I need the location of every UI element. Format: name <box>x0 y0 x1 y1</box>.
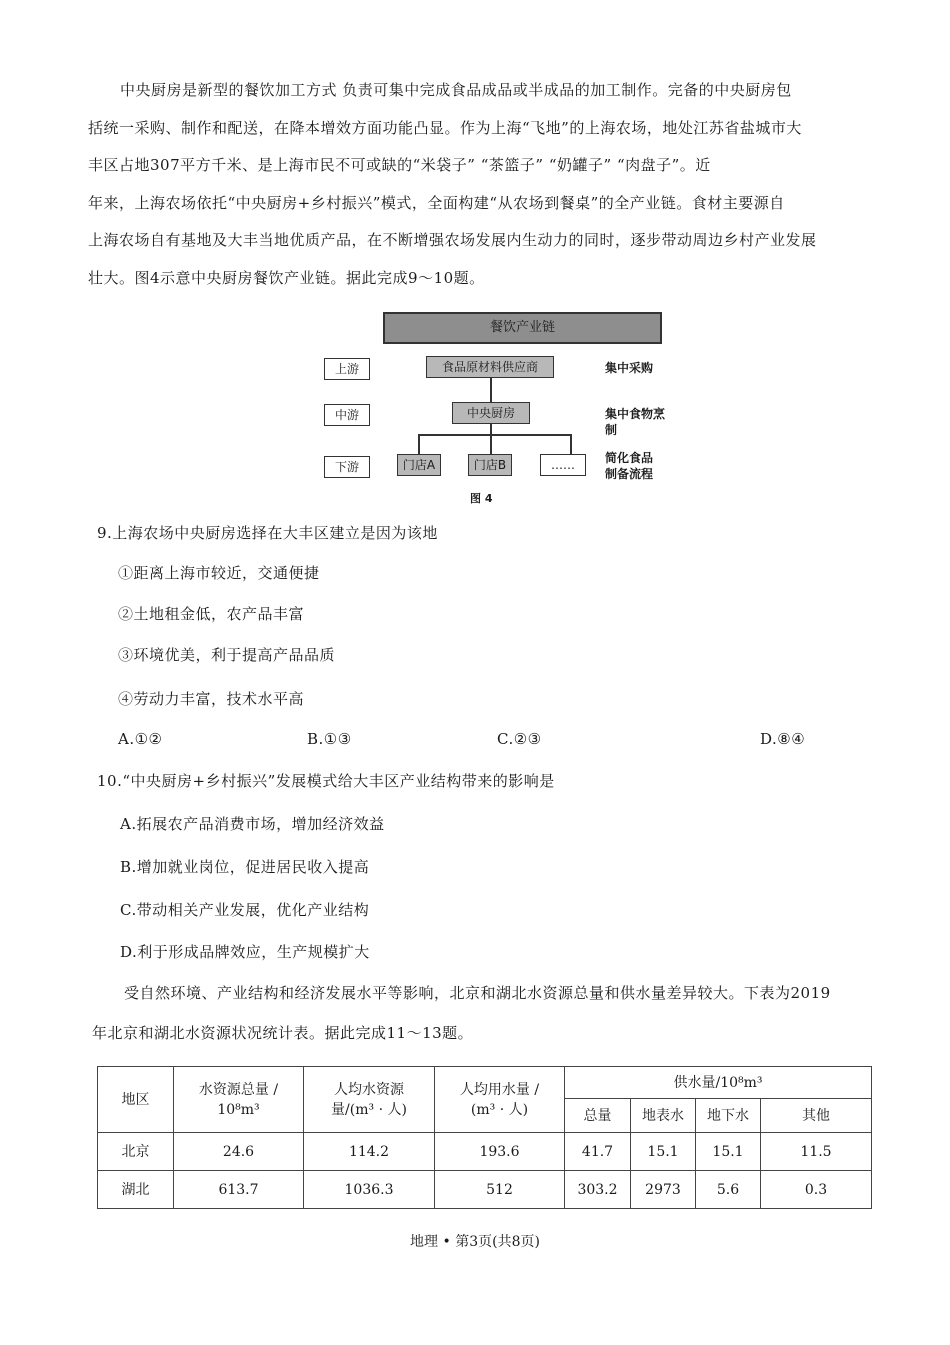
intro1-line-4: 年来，上海农场依托“中央厨房+乡村振兴”模式，全面构建“从农场到餐桌”的全产业链。食材主要源自 <box>88 193 785 212</box>
cell-supply-ground: 5.6 <box>696 1171 761 1209</box>
cell-percap-use: 512 <box>435 1171 565 1209</box>
cell-percap-water: 1036.3 <box>304 1171 435 1209</box>
question-9-item-3: ③环境优美，利于提高产品品质 <box>118 646 336 664</box>
question-9-choice-c: C.②③ <box>497 730 542 748</box>
connector <box>490 424 492 434</box>
cell-supply-total: 303.2 <box>565 1171 631 1209</box>
intro1-line-5: 上海农场自有基地及大丰当地优质产品，在不断增强农场发展内生动力的同时，逐步带动周边乡村产业发展 <box>88 231 817 249</box>
header-percap-use: 人均用水量 / (m³ · 人) <box>435 1067 565 1133</box>
level-upstream: 上游 <box>324 358 370 380</box>
intro2-line-2: 年北京和湖北水资源状况统计表。据此完成11～13题。 <box>92 1024 474 1042</box>
connector <box>418 434 571 436</box>
header-supply-other: 其他 <box>761 1099 872 1133</box>
question-10-choice-d: D.利于形成品牌效应，生产规模扩大 <box>120 943 370 961</box>
header-percap-water: 人均水资源 量/(m³ · 人) <box>304 1067 435 1133</box>
question-9-choice-b: B.①③ <box>307 730 352 748</box>
cell-total-water: 24.6 <box>174 1133 304 1171</box>
cell-region: 北京 <box>98 1133 174 1171</box>
water-resources-table <box>97 1066 872 1209</box>
side-label-simplify-1: 简化食品 <box>605 451 654 465</box>
header-region: 地区 <box>98 1067 174 1133</box>
intro1-line-2: 括统一采购、制作和配送，在降本增效方面功能凸显。作为上海“飞地”的上海农场，地处江苏省盐城市大 <box>88 118 802 137</box>
question-10-choice-c: C.带动相关产业发展，优化产业结构 <box>120 901 370 919</box>
figure-header: 餐饮产业链 <box>383 312 662 344</box>
connector <box>490 378 492 402</box>
side-label-purchase: 集中采购 <box>605 361 654 375</box>
store-b-node: 门店B <box>468 454 512 476</box>
cell-supply-surface: 2973 <box>631 1171 696 1209</box>
store-a-node: 门店A <box>397 454 441 476</box>
page-footer: 地理 • 第3页(共8页) <box>410 1234 540 1250</box>
figure-caption: 图 4 <box>470 492 493 505</box>
cell-region: 湖北 <box>98 1171 174 1209</box>
table-row <box>98 1133 872 1171</box>
question-9-choice-a: A.①② <box>118 730 163 748</box>
table-row <box>98 1171 872 1209</box>
cell-supply-total: 41.7 <box>565 1133 631 1171</box>
question-9-item-2: ②土地租金低，农产品丰富 <box>118 605 305 623</box>
intro1-line-1: 中央厨房是新型的餐饮加工方式 负责可集中完成食品成品或半成品的加工制作。完备的中央厨房包 <box>120 81 792 99</box>
header-supply-surface: 地表水 <box>631 1099 696 1133</box>
cell-total-water: 613.7 <box>174 1171 304 1209</box>
question-10-choice-b: B.增加就业岗位，促进居民收入提高 <box>120 858 370 876</box>
intro-paragraph-2 <box>92 973 892 1053</box>
cell-supply-ground: 15.1 <box>696 1133 761 1171</box>
header-supply-ground: 地下水 <box>696 1099 761 1133</box>
side-label-cooking: 集中食物烹制 <box>605 407 666 437</box>
question-10-stem: 10.“中央厨房+乡村振兴”发展模式给大丰区产业结构带来的影响是 <box>97 772 555 790</box>
connector <box>418 434 420 454</box>
connector <box>490 434 492 454</box>
cell-supply-other: 0.3 <box>761 1171 872 1209</box>
intro1-line-6: 壮大。图4示意中央厨房餐饮产业链。据此完成9～10题。 <box>88 268 485 287</box>
cell-percap-use: 193.6 <box>435 1133 565 1171</box>
question-9-stem: 9.上海农场中央厨房选择在大丰区建立是因为该地 <box>97 524 438 542</box>
question-9-item-4: ④劳动力丰富，技术水平高 <box>118 690 305 708</box>
store-more-node: …… <box>540 454 586 476</box>
side-label-simplify-2: 制备流程 <box>605 467 654 481</box>
header-total-water: 水资源总量 / 10⁸m³ <box>174 1067 304 1133</box>
header-supply-total: 总量 <box>565 1099 631 1133</box>
intro2-line-1: 受自然环境、产业结构和经济发展水平等影响，北京和湖北水资源总量和供水量差异较大。下表为2019 <box>124 984 831 1002</box>
question-10-choice-a: A.拓展农产品消费市场，增加经济效益 <box>120 815 385 833</box>
header-supply: 供水量/10⁸m³ <box>565 1067 872 1099</box>
intro1-line-3: 丰区占地307平方千米、是上海市民不可或缺的“米袋子” “茶篮子” “奶罐子” “肉盘子”。近 <box>88 156 711 174</box>
cell-supply-surface: 15.1 <box>631 1133 696 1171</box>
connector <box>570 434 572 454</box>
intro-paragraph-1 <box>88 72 888 297</box>
industry-chain-figure <box>320 310 665 506</box>
supplier-node: 食品原材料供应商 <box>426 356 554 378</box>
level-downstream: 下游 <box>324 456 370 478</box>
level-midstream: 中游 <box>324 404 370 426</box>
cell-supply-other: 11.5 <box>761 1133 872 1171</box>
question-9-item-1: ①距离上海市较近，交通便捷 <box>118 564 320 582</box>
question-9-choice-d: D.⑧④ <box>760 730 806 748</box>
cell-percap-water: 114.2 <box>304 1133 435 1171</box>
central-kitchen-node: 中央厨房 <box>452 402 530 424</box>
